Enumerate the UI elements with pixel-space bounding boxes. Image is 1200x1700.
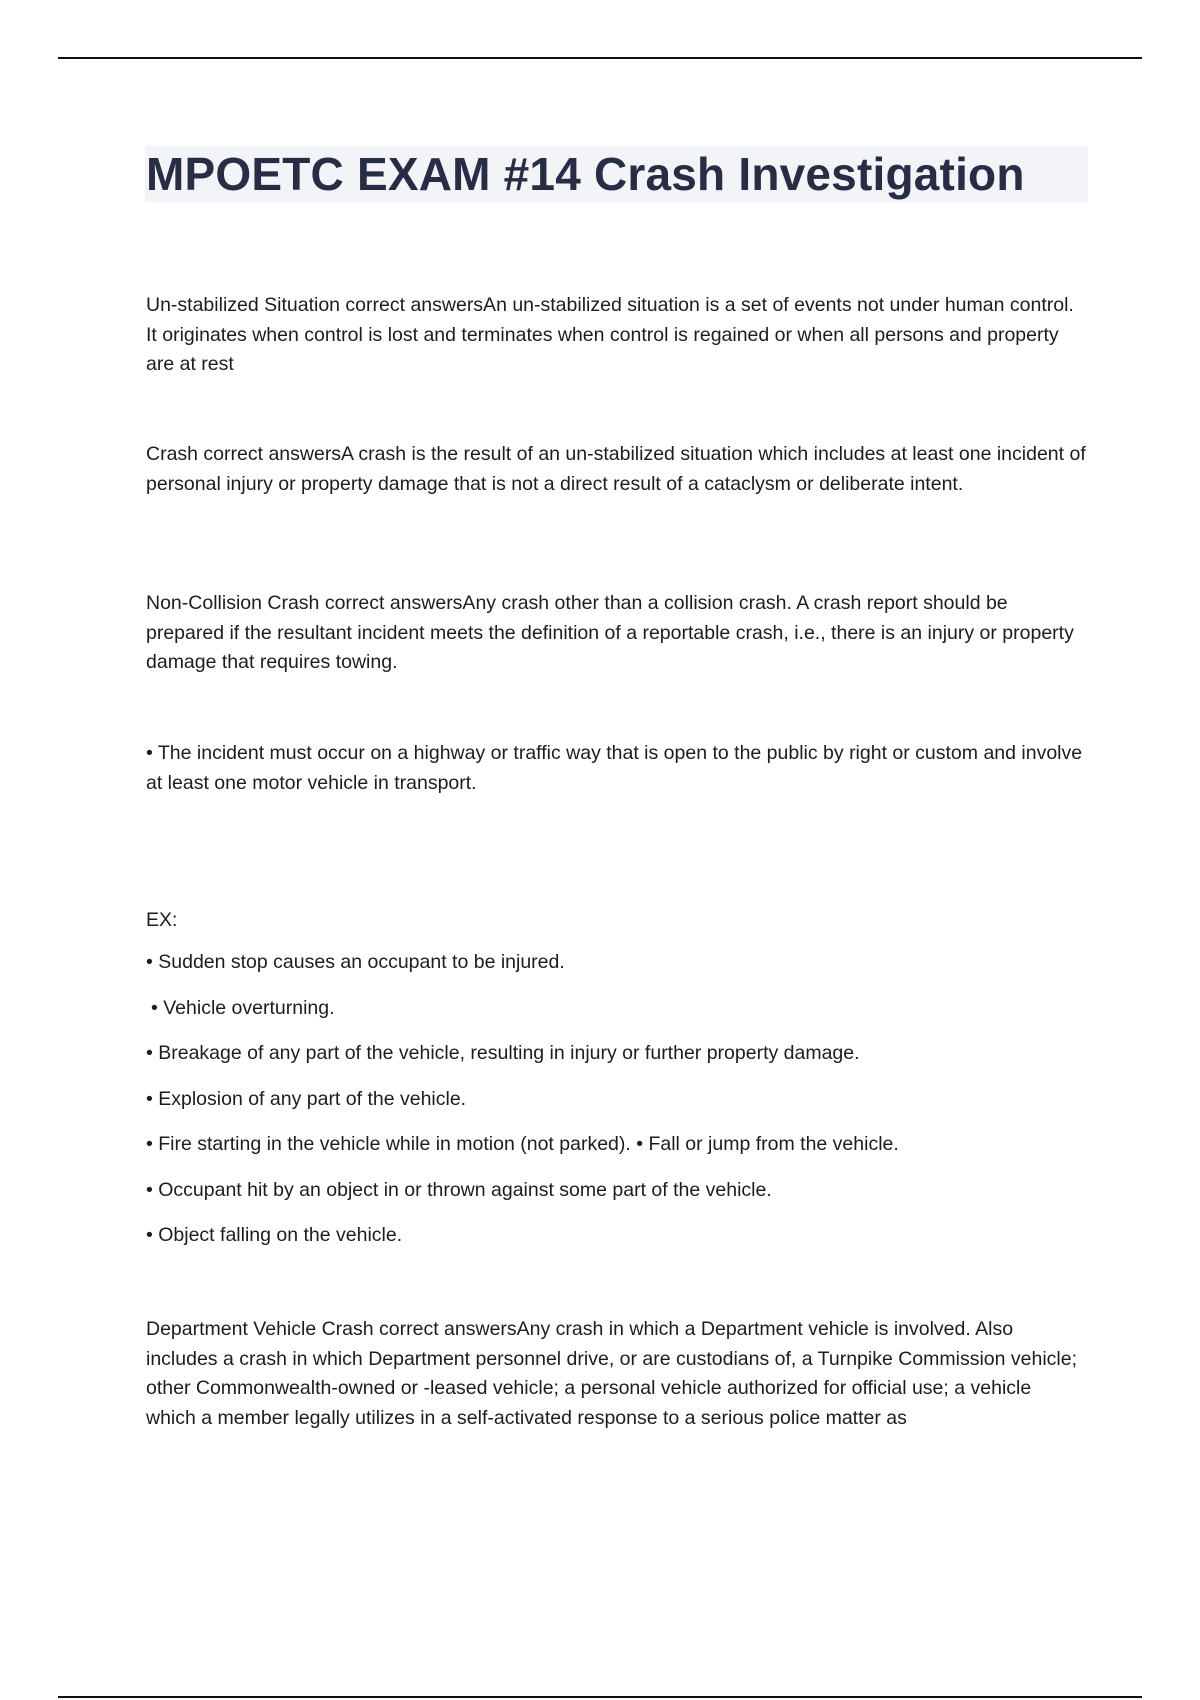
- examples-list: [146, 948, 1086, 1267]
- list-item: • Object falling on the vehicle.: [146, 1224, 403, 1246]
- paragraph-unstabilized-situation: Un-stabilized Situation correct answersAn un-stabilized situation is a set of events not under human control. It originates when control is lost and terminates when control is regained or when all persons and property are at rest: [146, 294, 1074, 375]
- paragraph-crash: Crash correct answersA crash is the result of an un-stabilized situation which includes at least one incident of personal injury or property damage that is not a direct result of a cataclysm or deliberate intent.: [146, 443, 1086, 495]
- document-title: MPOETC EXAM #14 Crash Investigation: [146, 148, 1025, 200]
- paragraph-department-vehicle-crash: Department Vehicle Crash correct answersAny crash in which a Department vehicle is involved. Also includes a crash in which Department personnel drive, or are custodians of, a Turnpike Commission vehicle; other Commonwealth-owned or -leased vehicle; a personal vehicle authorized for official use; a vehicle which a member legally utilizes in a self-activated response to a serious police matter as: [146, 1318, 1078, 1429]
- top-divider: [58, 57, 1142, 59]
- list-item: • Occupant hit by an object in or thrown against some part of the vehicle.: [146, 1178, 772, 1201]
- list-item: • Sudden stop causes an occupant to be injured.: [146, 951, 565, 973]
- bottom-divider: [58, 1696, 1142, 1698]
- examples-label: EX:: [146, 909, 178, 931]
- paragraph-incident-requirement: • The incident must occur on a highway or traffic way that is open to the public by right or custom and involve at least one motor vehicle in transport.: [146, 742, 1083, 794]
- list-item: • Fire starting in the vehicle while in motion (not parked). • Fall or jump from the vehicle.: [146, 1133, 899, 1155]
- list-item: • Explosion of any part of the vehicle.: [146, 1087, 467, 1110]
- paragraph-non-collision-crash: Non-Collision Crash correct answersAny crash other than a collision crash. A crash report should be prepared if the resultant incident meets the definition of a reportable crash, i.e., there is an injury or property damage that requires towing.: [146, 592, 1074, 673]
- list-item: • Vehicle overturning.: [151, 996, 335, 1019]
- list-item: • Breakage of any part of the vehicle, resulting in injury or further property damage.: [146, 1042, 860, 1064]
